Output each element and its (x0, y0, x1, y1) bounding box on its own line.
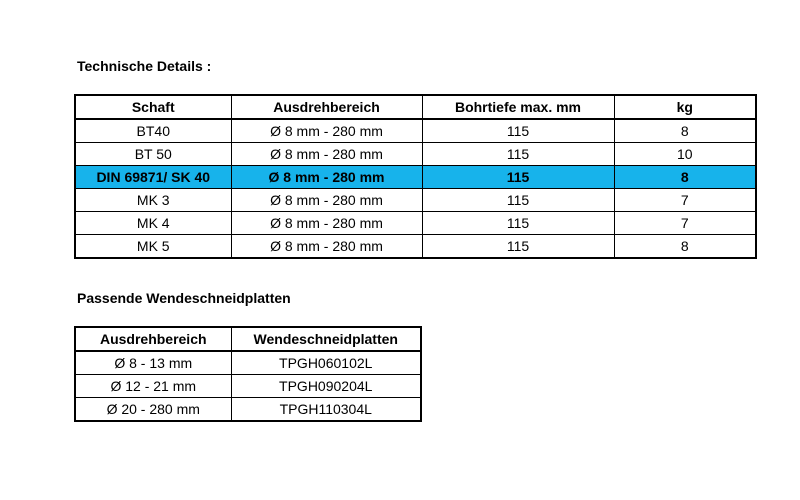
cell-wendeschneidplatte: TPGH090204L (231, 375, 421, 398)
cell-ausdrehbereich: Ø 8 mm - 280 mm (231, 119, 422, 143)
cell-ausdrehbereich: Ø 8 - 13 mm (75, 351, 231, 375)
cell-kg: 8 (614, 235, 756, 259)
header-ausdrehbereich: Ausdrehbereich (75, 327, 231, 351)
cell-ausdrehbereich: Ø 8 mm - 280 mm (231, 166, 422, 189)
cell-bohrtiefe: 115 (422, 166, 614, 189)
cell-schaft: DIN 69871/ SK 40 (75, 166, 231, 189)
cell-schaft: MK 3 (75, 189, 231, 212)
cell-wendeschneidplatte: TPGH060102L (231, 351, 421, 375)
table-row (75, 212, 756, 235)
header-wendeschneidplatten: Wendeschneidplatten (231, 327, 421, 351)
cell-bohrtiefe: 115 (422, 235, 614, 259)
cell-bohrtiefe: 115 (422, 189, 614, 212)
header-bohrtiefe: Bohrtiefe max. mm (422, 95, 614, 119)
cell-kg: 10 (614, 143, 756, 166)
table-row (75, 398, 421, 422)
cell-kg: 8 (614, 166, 756, 189)
table-row (75, 119, 756, 143)
cell-kg: 7 (614, 212, 756, 235)
table-row (75, 235, 756, 259)
table-header-row (75, 327, 421, 351)
header-schaft: Schaft (75, 95, 231, 119)
inserts-table (74, 326, 422, 422)
cell-ausdrehbereich: Ø 8 mm - 280 mm (231, 143, 422, 166)
cell-bohrtiefe: 115 (422, 212, 614, 235)
cell-schaft: MK 5 (75, 235, 231, 259)
cell-ausdrehbereich: Ø 20 - 280 mm (75, 398, 231, 422)
header-ausdrehbereich: Ausdrehbereich (231, 95, 422, 119)
cell-ausdrehbereich: Ø 12 - 21 mm (75, 375, 231, 398)
table-row-highlighted (75, 166, 756, 189)
table-row (75, 375, 421, 398)
technical-details-heading: Technische Details : (77, 58, 212, 74)
header-kg: kg (614, 95, 756, 119)
inserts-heading: Passende Wendeschneidplatten (77, 290, 291, 306)
technical-details-table (74, 94, 757, 259)
cell-schaft: MK 4 (75, 212, 231, 235)
cell-bohrtiefe: 115 (422, 143, 614, 166)
table-row (75, 143, 756, 166)
cell-ausdrehbereich: Ø 8 mm - 280 mm (231, 235, 422, 259)
table-row (75, 351, 421, 375)
cell-schaft: BT 50 (75, 143, 231, 166)
cell-bohrtiefe: 115 (422, 119, 614, 143)
cell-kg: 7 (614, 189, 756, 212)
cell-schaft: BT40 (75, 119, 231, 143)
table-header-row (75, 95, 756, 119)
cell-ausdrehbereich: Ø 8 mm - 280 mm (231, 212, 422, 235)
cell-wendeschneidplatte: TPGH110304L (231, 398, 421, 422)
cell-ausdrehbereich: Ø 8 mm - 280 mm (231, 189, 422, 212)
cell-kg: 8 (614, 119, 756, 143)
table-row (75, 189, 756, 212)
